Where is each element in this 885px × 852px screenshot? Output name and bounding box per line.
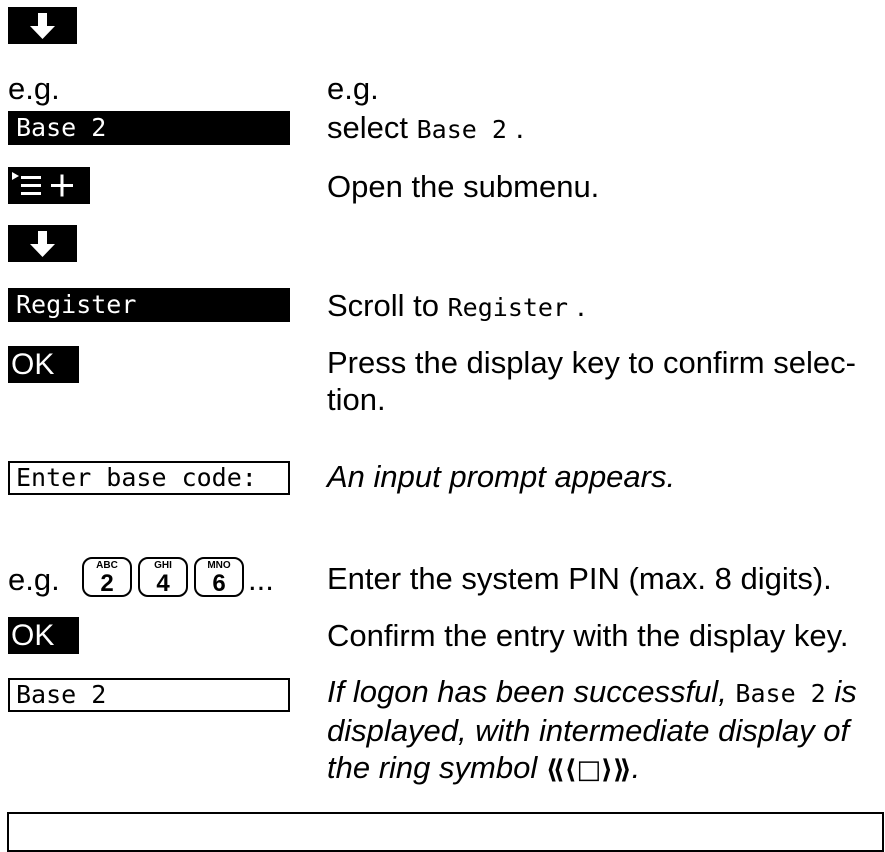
submenu-key-icon [8,167,90,204]
key-6: MNO 6 [194,557,244,597]
keypad-example-row [8,557,318,599]
display-register: Register [8,288,290,322]
pin-desc: Enter the system PIN (max. 8 digits). [327,561,832,596]
eg-label-keys: e.g. [8,562,60,597]
ok-display-key: OK [8,346,79,383]
display-base-2-result: Base 2 [8,678,290,712]
down-arrow-icon [8,225,77,262]
confirm-entry-desc: Confirm the entry with the display key. [327,618,849,653]
eg-label-right: e.g. [327,71,379,106]
key-2: ABC 2 [82,557,132,597]
keys-ellipsis: ... [248,562,274,597]
ok-display-key-2: OK [8,617,79,654]
display-enter-base-code: Enter base code: [8,461,290,495]
submenu-icon [8,167,90,204]
submenu-desc: Open the submenu. [327,169,600,204]
note-box-frame [7,812,884,852]
key-4: GHI 4 [138,557,188,597]
down-arrow-key-icon-2 [8,225,77,262]
result-desc: If logon has been successful, Base 2 is displayed, with intermediate display of the ring symbol ⟪⟨□⟩⟫. [327,674,857,785]
eg-label-left: e.g. [8,71,60,106]
display-base-2: Base 2 [8,111,290,145]
select-base-text: select Base 2 . [327,110,525,145]
scroll-register-text: Scroll to Register . [327,288,586,323]
ok-confirm-desc: Press the display key to confirm selec-tion. [327,345,856,417]
ring-symbol-icon: ⟪⟨□⟩⟫ [545,755,632,785]
down-arrow-key-icon [8,7,77,44]
prompt-desc: An input prompt appears. [327,459,676,494]
down-arrow-icon [8,7,77,44]
